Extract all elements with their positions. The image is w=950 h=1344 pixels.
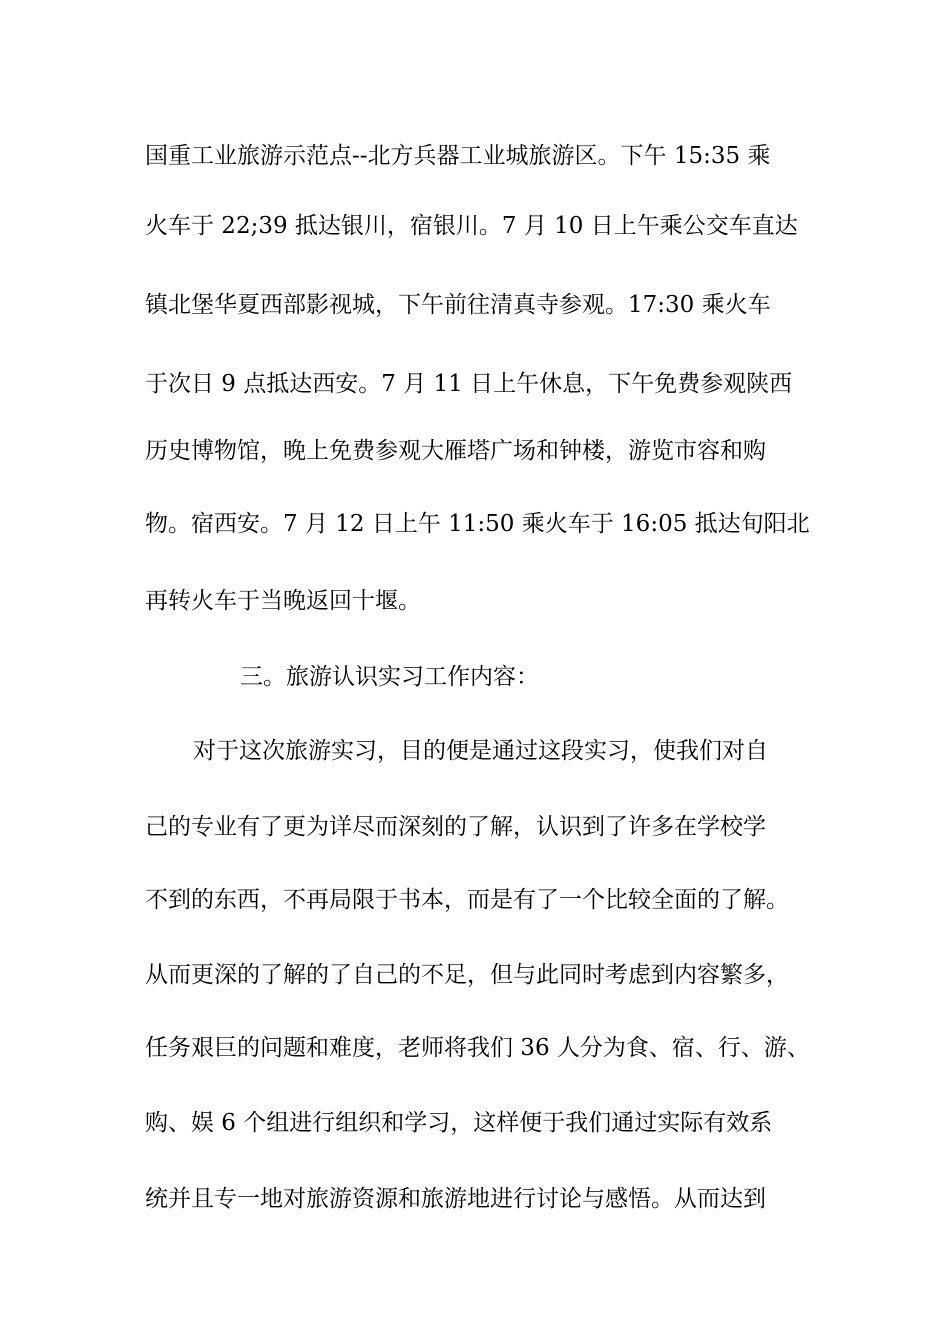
text-line-12: 从而更深的了解的了自己的不足，但与此同时考虑到内容繁多， — [145, 962, 789, 988]
text-line-3: 镇北堡华夏西部影视城，下午前往清真寺参观。17:30 乘火车 — [145, 292, 771, 318]
text-line-14: 购、娱 6 个组进行组织和学习，这样便于我们通过实际有效系 — [145, 1110, 773, 1136]
text-line-11: 不到的东西，不再局限于书本，而是有了一个比较全面的了解。 — [145, 887, 789, 913]
text-line-7: 再转火车于当晚返回十堰。 — [145, 588, 421, 614]
text-line-1: 国重工业旅游示范点--北方兵器工业城旅游区。下午 15:35 乘 — [145, 143, 771, 169]
paragraph-first-line: 对于这次旅游实习，目的便是通过这段实习，使我们对自 — [193, 738, 768, 764]
text-line-6: 物。宿西安。7 月 12 日上午 11:50 乘火车于 16:05 抵达旬阳北 — [145, 511, 810, 537]
text-line-10: 己的专业有了更为详尽而深刻的了解，认识到了许多在学校学 — [145, 814, 766, 840]
text-line-4: 于次日 9 点抵达西安。7 月 11 日上午休息，下午免费参观陕西 — [145, 371, 793, 397]
section-heading: 三。旅游认识实习工作内容： — [240, 664, 539, 690]
text-line-2: 火车于 22;39 抵达银川，宿银川。7 月 10 日上午乘公交车直达 — [145, 213, 798, 239]
text-line-15: 统并且专一地对旅游资源和旅游地进行讨论与感悟。从而达到 — [145, 1186, 766, 1212]
text-line-5: 历史博物馆，晚上免费参观大雁塔广场和钟楼，游览市容和购 — [145, 438, 766, 464]
text-line-13: 任务艰巨的问题和难度，老师将我们 36 人分为食、宿、行、游、 — [145, 1035, 810, 1061]
